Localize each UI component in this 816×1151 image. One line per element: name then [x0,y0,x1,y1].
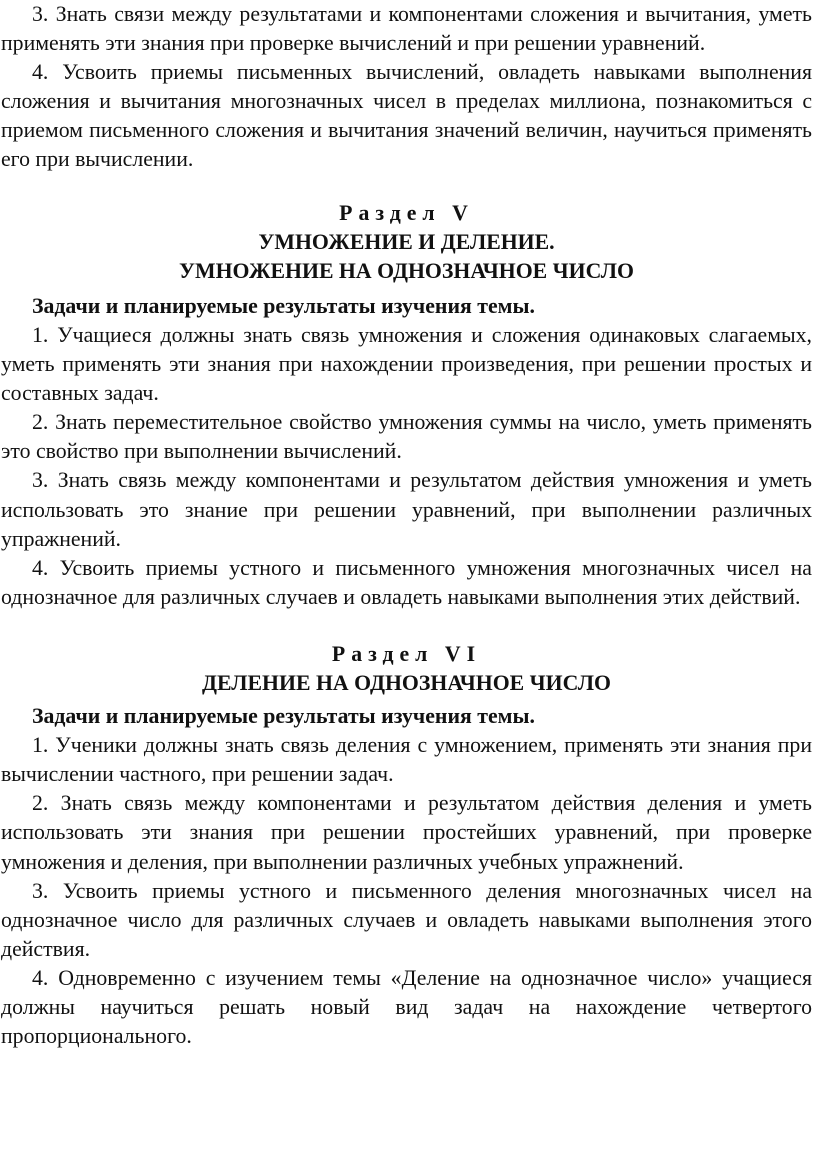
section-5-tasks-heading: Задачи и планируемые результаты изучения темы. [32,293,535,318]
section-6-label: Раздел VI [331,641,482,666]
section-5-label: Раздел V [339,200,474,225]
section-5-paragraph-3: 3. Знать связь между компонентами и результатом действия умножения и уметь использовать это знание при решении уравнений, при выполнении различных упражнений. [1,468,812,551]
section-5-paragraph-1: 1. Учащиеся должны знать связь умножения и сложения одинаковых слагаемых, уметь применять эти знания при нахождении произведения, при решении простых и составных задач. [1,322,812,406]
section-5-title-line-2: УМНОЖЕНИЕ НА ОДНОЗНАЧНОЕ ЧИСЛО [179,258,634,283]
section-5-title-line-1: УМНОЖЕНИЕ И ДЕЛЕНИЕ. [258,229,555,254]
section-6-paragraph-3: 3. Усвоить приемы устного и письменного деления многозначных чисел на однозначное число для различных случаев и овладеть навыками выполнения этого действия. [1,878,812,961]
section-5-paragraph-4: 4. Усвоить приемы устного и письменного умножения многозначных чисел на однозначное для различных случаев и овладеть навыками выполнения этих действий. [1,555,812,609]
intro-paragraph-4: 4. Усвоить приемы письменных вычислений, овладеть навыками выполнения сложения и вычитания многозначных чисел в пределах миллиона, познакомиться с приемом письменного сложения и вычитания значений величин, научиться применять его при вычислении. [1,60,812,172]
section-5-heading [1,199,812,286]
intro-paragraph-3: 3. Знать связи между результатами и компонентами сложения и вычитания, уметь применять эти знания при проверке вычислений и при решении уравнений. [1,2,812,56]
section-6-title-line-1: ДЕЛЕНИЕ НА ОДНОЗНАЧНОЕ ЧИСЛО [202,670,611,695]
section-6-tasks-heading: Задачи и планируемые результаты изучения темы. [32,704,535,729]
section-6-heading [1,640,812,698]
section-6-paragraph-2: 2. Знать связь между компонентами и результатом действия деления и уметь использовать эти знания при решении простейших уравнений, при проверке умножения и деления, при выполнении различных учебных упражнений. [1,791,812,874]
section-6-paragraph-4: 4. Одновременно с изучением темы «Деление на однозначное число» учащиеся должны научиться решать новый вид задач на нахождение четвертого пропорционального. [1,965,812,1049]
section-5-paragraph-2: 2. Знать переместительное свойство умножения суммы на число, уметь применять это свойство при выполнении вычислений. [1,410,812,464]
section-6-paragraph-1: 1. Ученики должны знать связь деления с умножением, применять эти знания при вычислении частного, при решении задач. [1,733,812,787]
